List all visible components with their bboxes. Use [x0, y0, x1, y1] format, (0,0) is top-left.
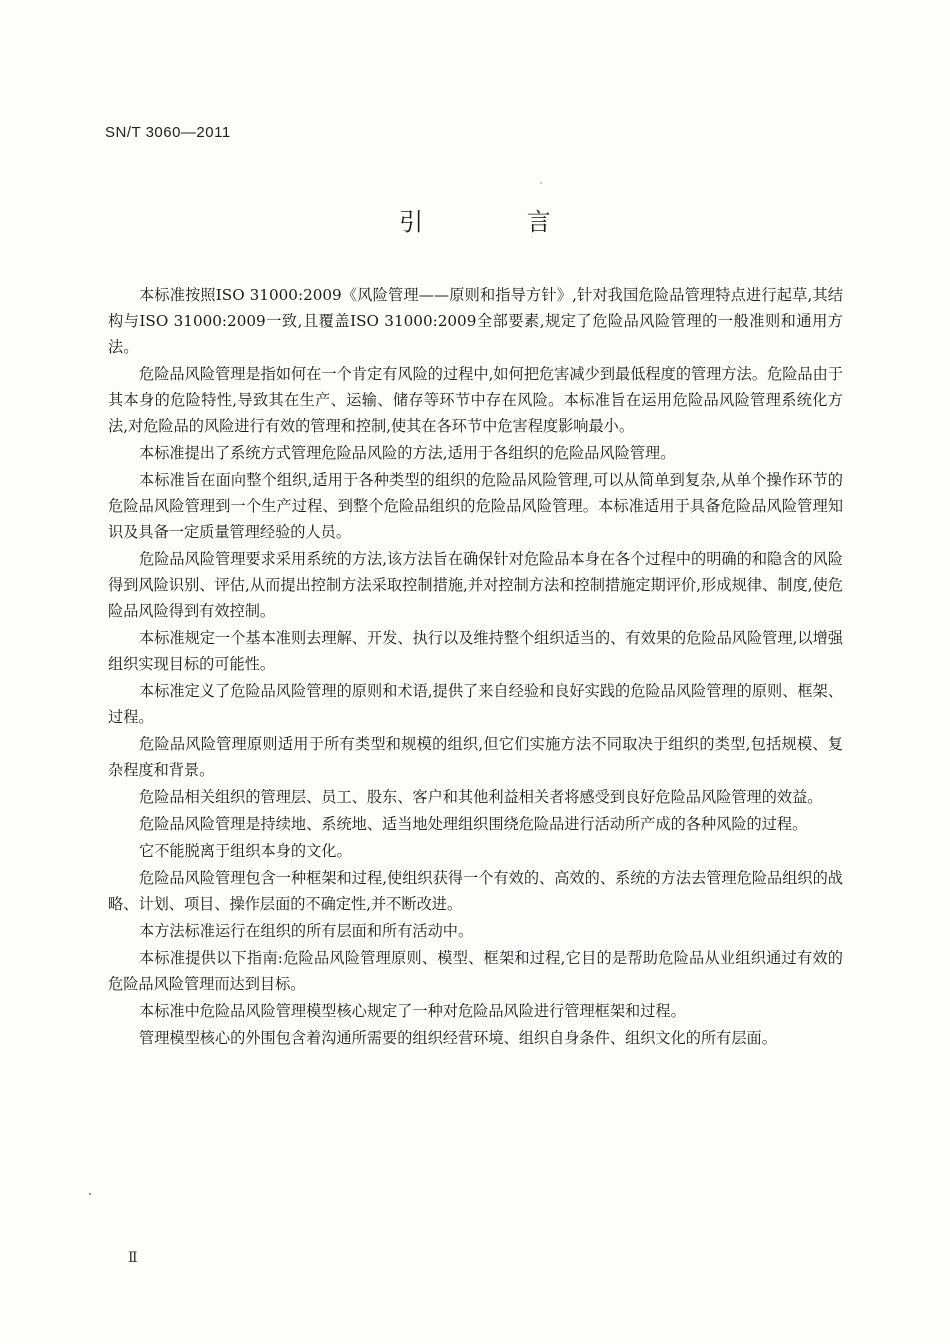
paragraph: 它不能脱离于组织本身的文化。: [139, 842, 352, 860]
body-text: [108, 282, 843, 1052]
paragraph: 危险品风险管理是指如何在一个肯定有风险的过程中,如何把危害减少到最低程度的管理方法。危险品由于其本身的危险特性,导致其在生产、运输、储存等环节中存在风险。本标准旨在运用危险品风险管理系统化方法,对危险品的风险进行有效的管理和控制,使其在各环节中危害程度影响最小。: [108, 365, 843, 435]
paragraph: 本方法标准运行在组织的所有层面和所有活动中。: [139, 922, 474, 940]
paragraph: 本标准中危险品风险管理模型核心规定了一种对危险品风险进行管理框架和过程。: [139, 1002, 686, 1020]
scan-speck: [540, 182, 542, 184]
scan-speck: [89, 1193, 91, 1195]
paragraph: 本标准旨在面向整个组织,适用于各种类型的组织的危险品风险管理,可以从简单到复杂,从单个操作环节的危险品风险管理到一个生产过程、到整个危险品组织的危险品风险管理。本标准适用于具备危险品风险管理知识及具备一定质量管理经验的人员。: [108, 471, 843, 541]
paragraph: 管理模型核心的外围包含着沟通所需要的组织经营环境、组织自身条件、组织文化的所有层面。: [139, 1029, 777, 1047]
paragraph: 危险品相关组织的管理层、员工、股东、客户和其他利益相关者将感受到良好危险品风险管理的效益。: [139, 788, 823, 806]
paragraph: 本标准定义了危险品风险管理的原则和术语,提供了来自经验和良好实践的危险品风险管理的原则、框架、过程。: [108, 682, 843, 726]
paragraph: 危险品风险管理原则适用于所有类型和规模的组织,但它们实施方法不同取决于组织的类型,包括规模、复杂程度和背景。: [108, 735, 843, 779]
paragraph: 本标准按照ISO 31000:2009《风险管理——原则和指导方针》,针对我国危险品管理特点进行起草,其结构与ISO 31000:2009一致,且覆盖ISO 31000:2009全部要素,规定了危险品风险管理的一般准则和通用方法。: [108, 286, 843, 356]
paragraph: 危险品风险管理包含一种框架和过程,使组织获得一个有效的、高效的、系统的方法去管理危险品组织的战略、计划、项目、操作层面的不确定性,并不断改进。: [108, 869, 843, 913]
page-number: Ⅱ: [128, 1250, 138, 1266]
paragraph: 危险品风险管理是持续地、系统地、适当地处理组织围绕危险品进行活动所产成的各种风险的过程。: [139, 815, 808, 833]
section-title: 引 言: [399, 208, 599, 236]
paragraph: 本标准提出了系统方式管理危险品风险的方法,适用于各组织的危险品风险管理。: [139, 444, 676, 462]
paragraph: 危险品风险管理要求采用系统的方法,该方法旨在确保针对危险品本身在各个过程中的明确的和隐含的风险得到风险识别、评估,从而提出控制方法采取控制措施,并对控制方法和控制措施定期评价,形成规律、制度,使危险品风险得到有效控制。: [108, 550, 843, 620]
standard-code: SN/T 3060—2011: [105, 124, 231, 141]
paragraph: 本标准提供以下指南:危险品风险管理原则、模型、框架和过程,它目的是帮助危险品从业组织通过有效的危险品风险管理而达到目标。: [108, 949, 843, 993]
paragraph: 本标准规定一个基本准则去理解、开发、执行以及维持整个组织适当的、有效果的危险品风险管理,以增强组织实现目标的可能性。: [108, 629, 843, 673]
